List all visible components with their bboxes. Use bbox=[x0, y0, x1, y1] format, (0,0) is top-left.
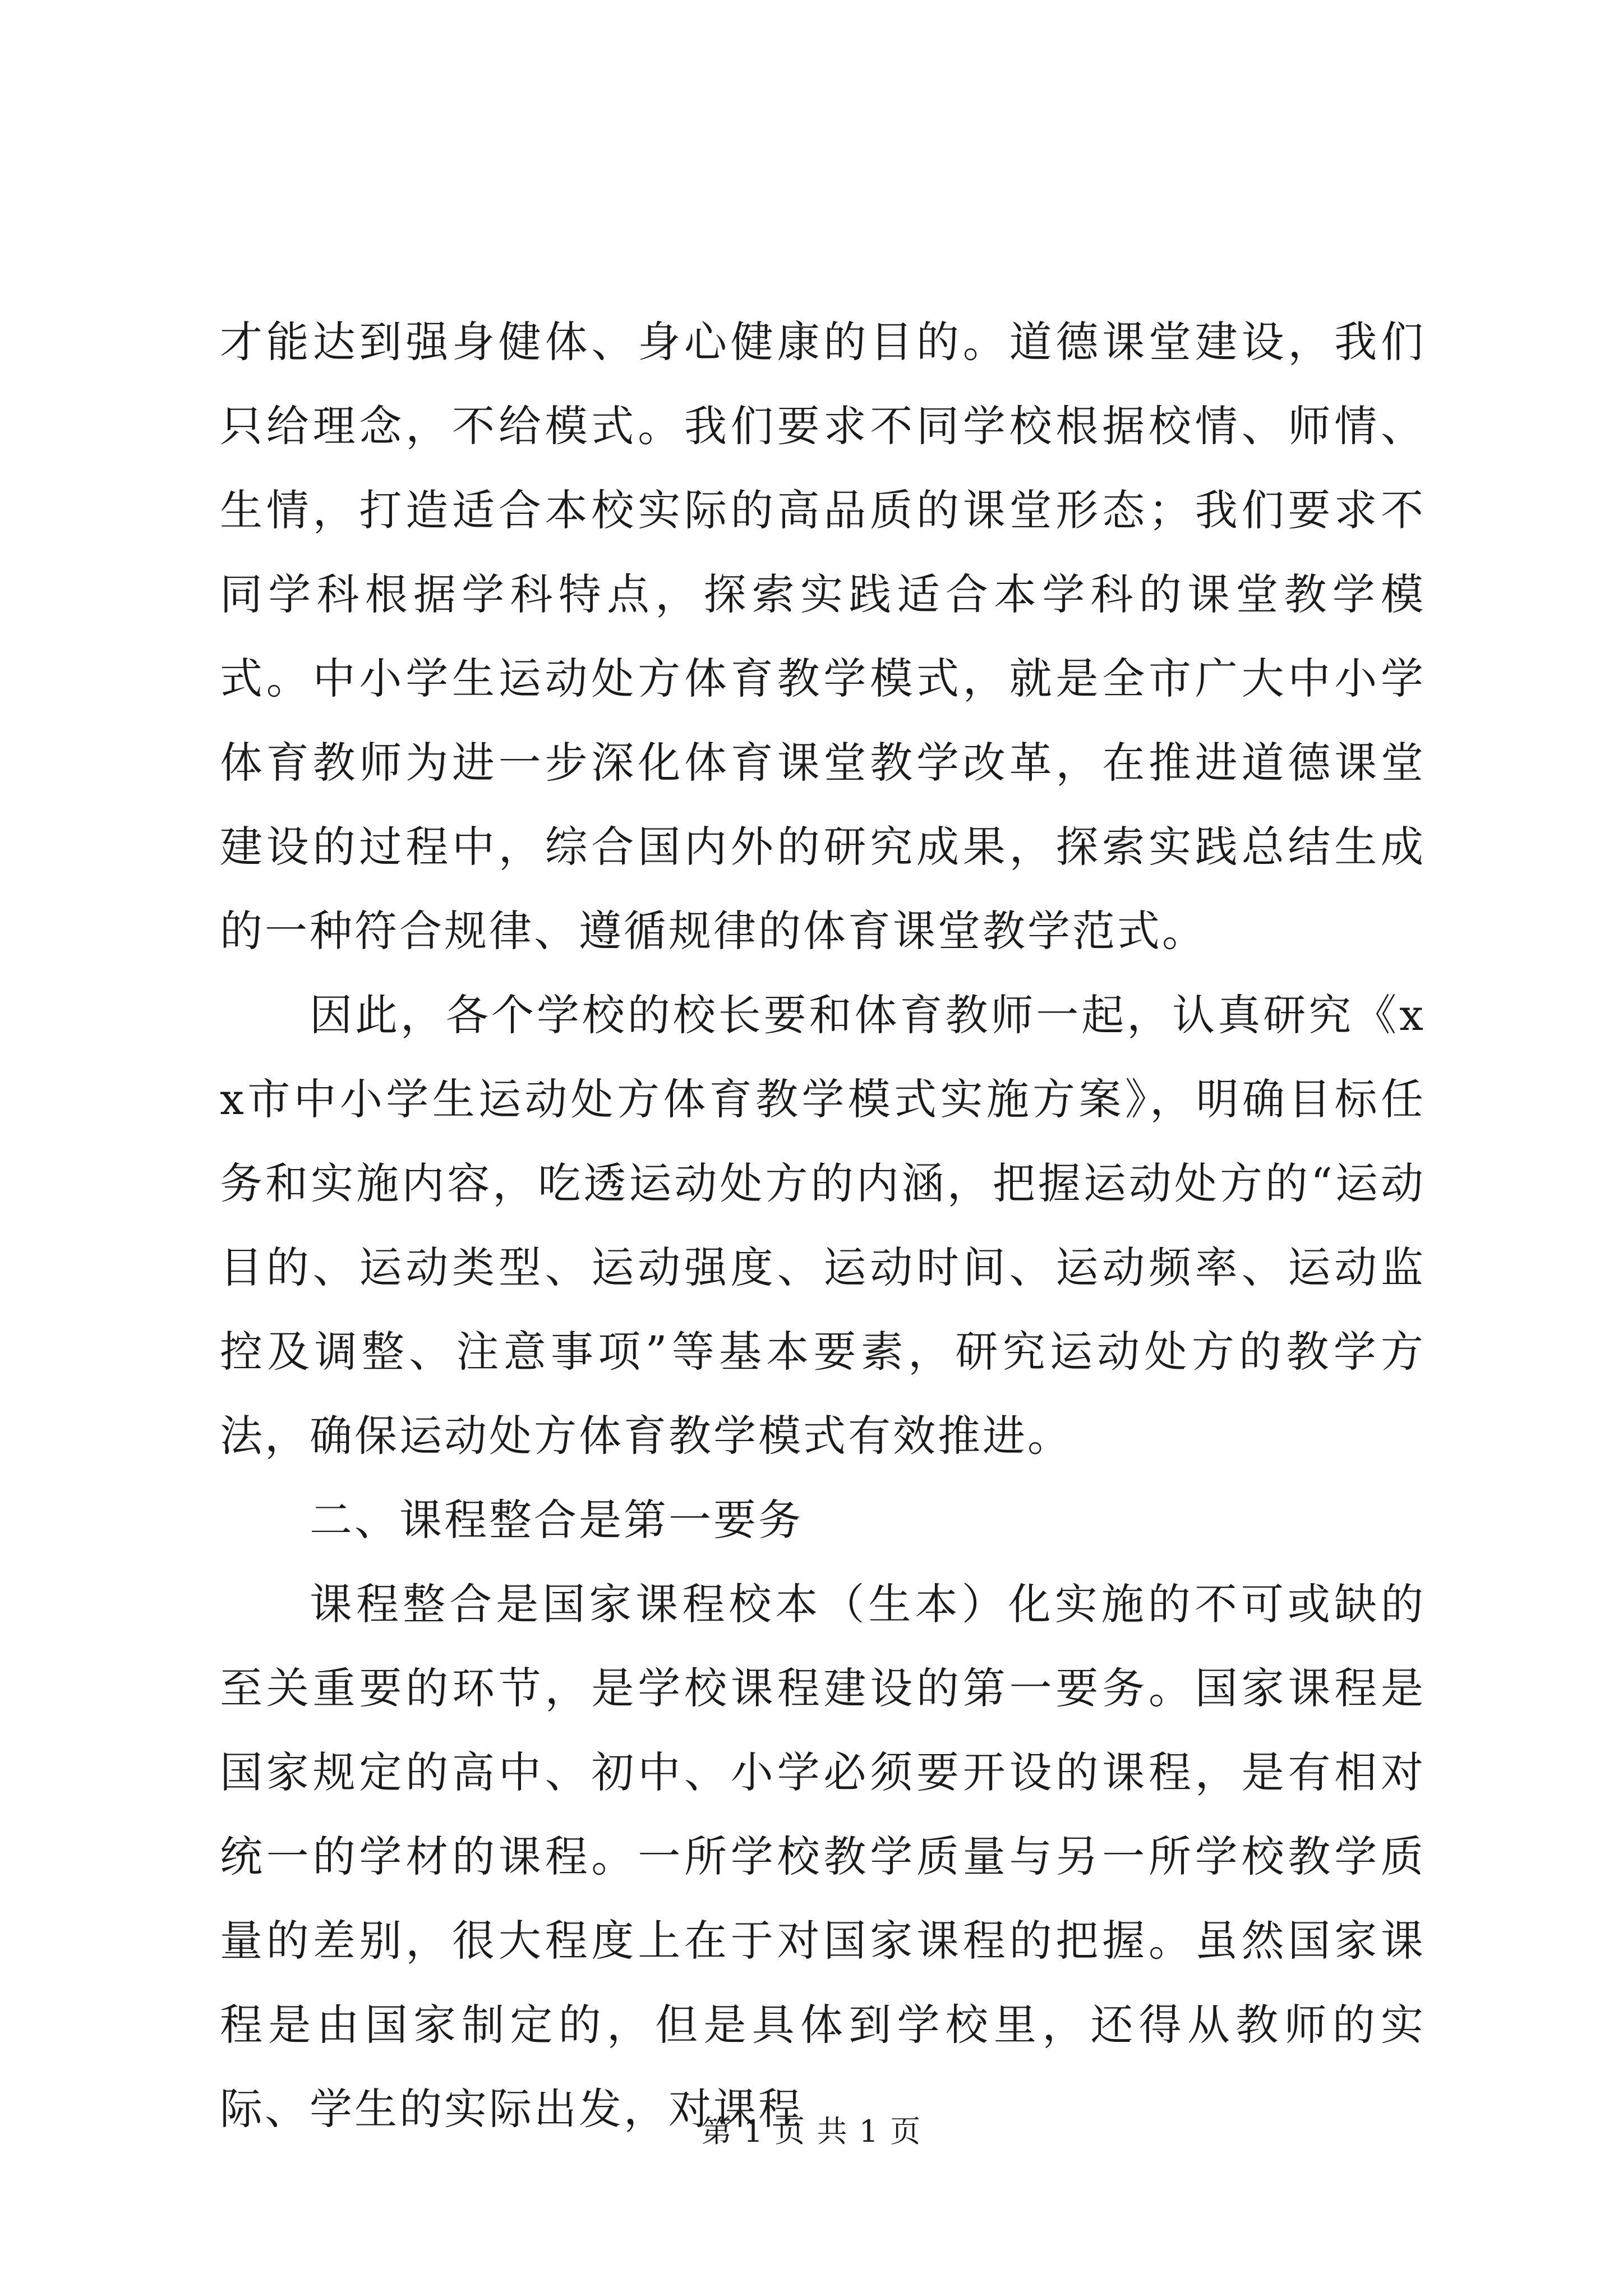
page-footer: 第 1 页 共 1 页 bbox=[701, 2114, 922, 2149]
paragraph-implementation: 因此，各个学校的校长要和体育教师一起，认真研究《xx市中小学生运动处方体育教学模式实施方案》，明确目标任务和实施内容，吃透运动处方的内涵，把握运动处方的“运动目的、运动类型、运动强度、运动时间、运动频率、运动监控及调整、注意事项”等基本要素，研究运动处方的教学方法，确保运动处方体育教学模式有效推进。 bbox=[220, 990, 1426, 1461]
paragraph-curriculum: 课程整合是国家课程校本（生本）化实施的不可或缺的至关重要的环节，是学校课程建设的第一要务。国家课程是国家规定的高中、初中、小学必须要开设的课程，是有相对统一的学材的课程。一所学校教学质量与另一所学校教学质量的差别，很大程度上在于对国家课程的把握。虽然国家课程是由国家制定的，但是具体到学校里，还得从教师的实际、学生的实际出发，对课程 bbox=[220, 1579, 1426, 2134]
document-body bbox=[220, 300, 1426, 2151]
section-heading: 二、课程整合是第一要务 bbox=[310, 1495, 803, 1545]
paragraph-continuation: 才能达到强身健体、身心健康的目的。道德课堂建设，我们只给理念，不给模式。我们要求不同学校根据校情、师情、生情，打造适合本校实际的高品质的课堂形态；我们要求不同学科根据学科特点，探索实践适合本学科的课堂教学模式。中小学生运动处方体育教学模式，就是全市广大中小学体育教师为进一步深化体育课堂教学改革，在推进道德课堂建设的过程中，综合国内外的研究成果，探索实践总结生成的一种符合规律、遵循规律的体育课堂教学范式。 bbox=[220, 317, 1426, 956]
